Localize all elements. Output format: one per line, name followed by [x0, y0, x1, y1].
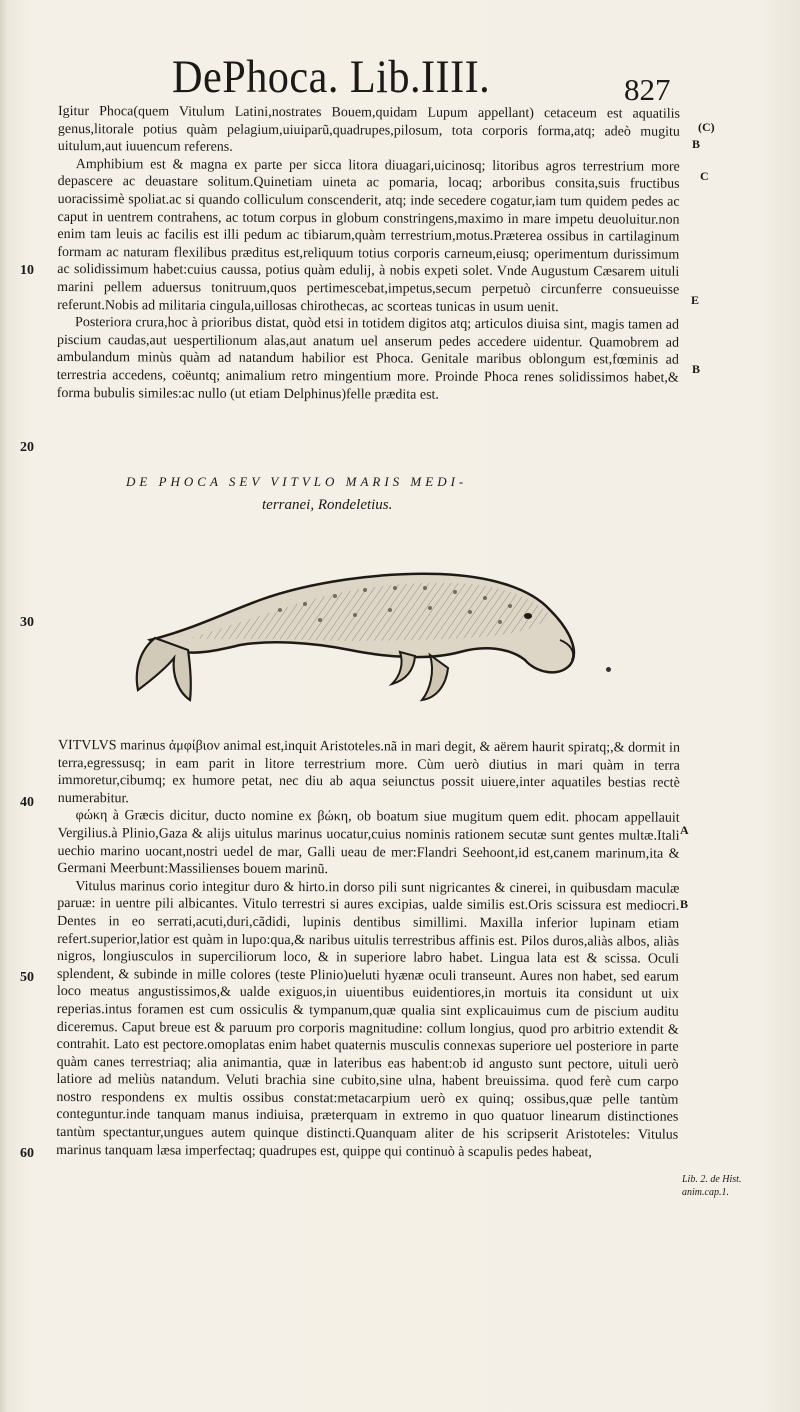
- margin-letter-c-paren: (C): [698, 120, 715, 134]
- paragraph-6: Vitulus marinus corio integitur duro & hirto.in dorso pili sunt nigricantes & cinerei, in quibusdam maculæ paruæ: in uentre pili albicantes. Vitulo terrestri si aures excipias, ualde similis est.Oris scissura est mediocri. Dentes in eo serrati,acuti,duri,cãdidi, lupinis dentibus simillimi. Maxilla inferior lupinam etiam refert.superior,latior est quàm in lupo:qua,& naribus uitulis terrestribus affinis est. Pilos duros,aliàs albos, aliàs nigros, longiusculos in superciliorum loco, & in superiore labro habet. Lingua lata est & scissa. Oculi splendent, & subinde in mille colores (teste Plinio)ueluti hyænæ oculi transeunt. Aures non habet, sed earum loco meatus angustissimos,& ualde exiguos,in uiuentibus euidentiores,in mortuis ita considunt ut uix reperias.intus foramen est cum ossiculis & tympanum,quæ qualia sint explicauimus cum de piscium auditu diceremus. Caput breue est & paruum pro corporis magnitudine: collum longius, quod pro arbitrio extendit & contrahit. Lato est pectore.omoplatas enim habet quaternis musculis connexas superiore uel posteriore in parte quàm canes terrestriaq; alia animantia, quæ in lateribus eas habent:ob id angusto sunt pectore, uituli uerò latiore ad meliùs natandum. Veluti brachia sine cubito,sine ulna, habent breuissima. quod ferè cum carpo nostro respondens ex multis ossibus constat:metacarpium uerò ex quinq; ossibus,quæ pelle tantùm conteguntur.inde tanquam manus indiuisa, præterquam in extremo in quo quatuor linearum distinctiones tantùm spectantur,ungues autem quinque distincti.Quanquam aliter de his scripserit Aristoteles: Vitulus marinus tanquam læsa imperfectaq; quadrupes est, quippe qui continuò à scapulis pedes habeat,: [56, 878, 680, 1160]
- seal-foreflipper-1: [422, 655, 448, 700]
- margin-note-reference: [682, 1173, 741, 1199]
- folio-number: 827: [624, 72, 671, 107]
- line-number-40: 40: [20, 795, 34, 810]
- line-number-50: 50: [20, 970, 34, 985]
- paragraph-4: VITVLVS marinus ἀμφίβιον animal est,inquit Aristoteles.nã in mari degit, & aërem haurit spiratq;,& dormit in terra,egressusq; in eam parit in litore terrestrium more. Cùm uerò diutius in mari quàm in terra immoretur,cibumq; ex humore petat, nec diu ab aqua seiunctus possit uiuere,inter aquatiles bestias rectè numerabitur.: [57, 738, 680, 807]
- seal-tail: [137, 638, 191, 700]
- running-title: DePhoca. Lib.IIII.: [172, 51, 491, 103]
- seal-woodcut-illustration: [130, 560, 610, 710]
- line-number-10: 10: [20, 263, 34, 278]
- paragraph-2: Amphibium est & magna ex parte per sicca litora diuagari,uicinosq; litoribus agros terrestrium more depascere ac deuastare solitum.Quinetiam uineta ac pomaria, locaq; arboribus consita,suis fructibus uoracissimè spoliat.ac si quando colliculum conscenderit, atq; inde secedere cogatur,iam tum quidem pedes ac caput in uentrem contrahens, ac totum corpus in globum constringens,maximo in mare impetu deuoluitur.non enim tam leuis ac facilis est illi pedum ac tibiarum,quàm terrestrium,motus.Præterea ossibus in cartilaginum formam ac naturam flexilibus præditus est,reliquum totius corporis carneum,eiusq; operimentum durissimum ac solidissimum habet:cuius caussa, potius quàm edulij, à nobis expeti solet. Vnde Augustum Cæsarem uituli marini pellem aduersus tonitruum,quos pertimescebat,impetus,secum perpetuò circunferre consueuisse referunt.Nobis ad militaria cingula,uillosas chirothecas, ac scorteas tunicas in usum uenit.: [57, 156, 680, 315]
- line-number-30: 30: [20, 615, 34, 630]
- margin-letter-b-3: B: [680, 897, 689, 911]
- margin-letter-c: C: [700, 169, 709, 183]
- margin-letter-a: A: [680, 823, 689, 837]
- seal-eye: [524, 613, 532, 619]
- margin-letter-b: B: [692, 137, 701, 151]
- margin-note-line-2: anim.cap.1.: [682, 1187, 729, 1198]
- section-heading: DE PHOCA SEV VITVLO MARIS MEDI-: [126, 474, 468, 489]
- text-section-2: [56, 737, 680, 1162]
- ink-dot: [606, 667, 611, 672]
- paragraph-1: Igitur Phoca(quem Vitulum Latini,nostrates Bouem,quidam Lupum appellant) cetaceum est aquatilis genus,litorale potius quàm pelagium,uiuiparũ,quadrupes,pilosum, tota corporis forma,atq; adeò mugitu uitulum,aut iuuencum referens.: [57, 103, 680, 155]
- paragraph-3: Posteriora crura,hoc à prioribus distat, quòd etsi in totidem digitos atq; articulos diuisa sint, magis tamen ad piscium caudas,aut uespertilionum alas,aut anatum uel anserum pedes accedere uidentur. Quamobrem ad ambulandum minùs quàm ad natandum habilior est Phoca. Genitale maribus oblongum est,fœminis ad terrestria accedens, coëuntq; animalium retro mingentium more. Proinde Phoca renes solidissimos habet,& forma bubulis similes:ac nullo (ut etiam Delphinus)felle prædita est.: [56, 315, 680, 403]
- section-heading-subtitle: terranei, Rondeletius.: [262, 497, 393, 513]
- text-section-1: [57, 103, 680, 405]
- line-number-60: 60: [20, 1146, 34, 1161]
- margin-letter-e: E: [691, 293, 700, 307]
- margin-note-line-1: Lib. 2. de Hist.: [682, 1174, 742, 1185]
- line-number-20: 20: [20, 440, 34, 455]
- paragraph-5: φώκη à Græcis dicitur, ducto nomine ex βώκη, ob boatum siue mugitum quem edit. phocam appellauit Vergilius.à Plinio,Gaza & alijs uitulus marinus uocatur,cuius nominis rationem secutæ sunt gentes multæ.Itali uechio marino uocant,nostri uedel de mar, Galli ueau de mer:Flandri Seehoont,id est,canem marinum,ita & Germani Meerbunt:Massilienses bouem marinũ.: [57, 808, 680, 878]
- margin-letter-b-2: B: [692, 362, 701, 376]
